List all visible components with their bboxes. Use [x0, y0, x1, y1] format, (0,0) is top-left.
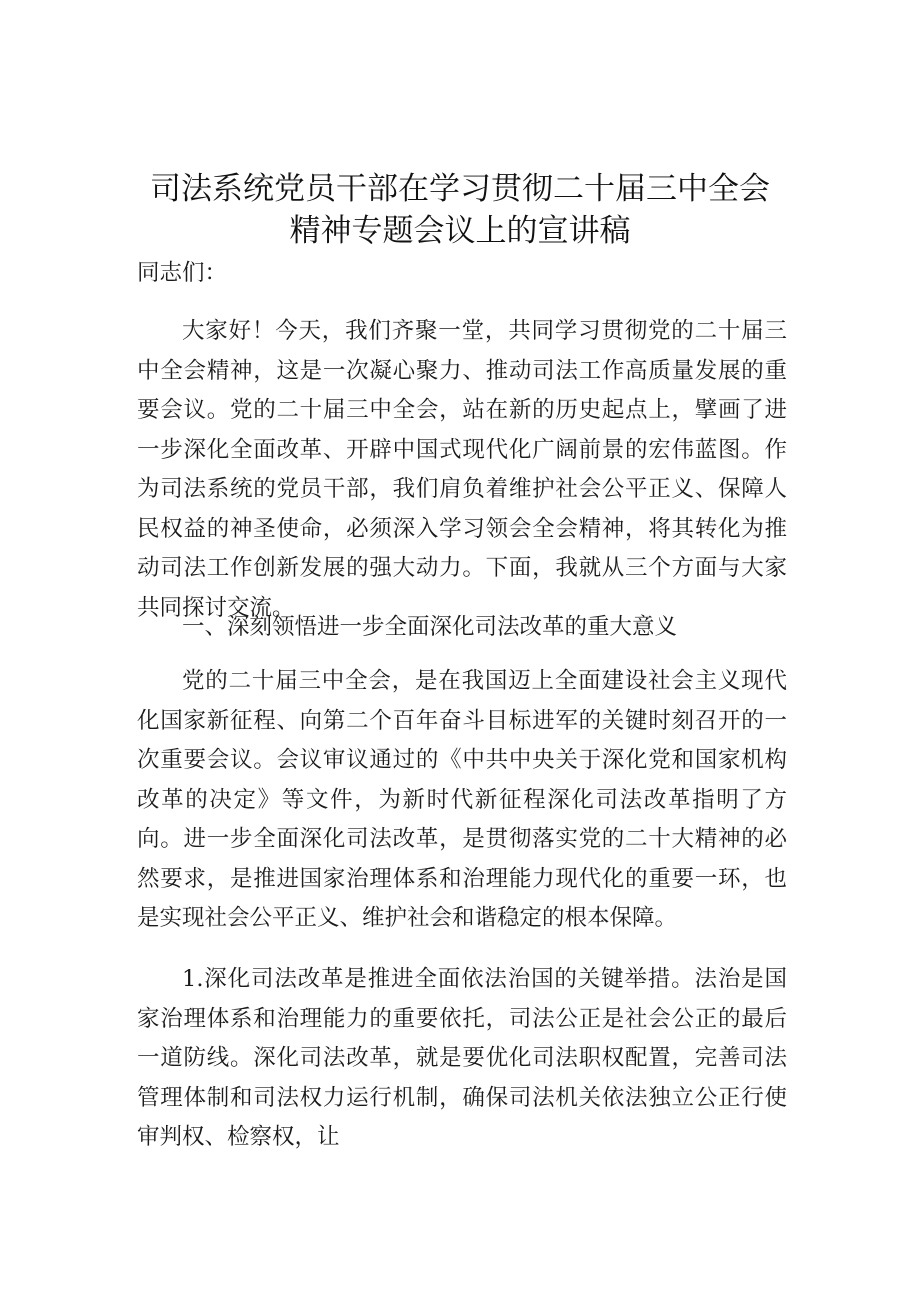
section-heading-1: 一、深刻领悟进一步全面深化司法改革的重大意义 [182, 614, 678, 640]
document-title-line-1: 司法系统党员干部在学习贯彻二十届三中全会 [150, 171, 770, 207]
paragraph-intro: 大家好！今天，我们齐聚一堂，共同学习贯彻党的二十届三中全会精神，这是一次凝心聚力、推动司法工作高质量发展的重要会议。党的二十届三中全会，站在新的历史起点上，擘画了进一步深化全面改革、开辟中国式现代化广阔前景的宏伟蓝图。作为司法系统的党员干部，我们肩负着维护社会公平正义、保障人民权益的神圣使命，必须深入学习领会全会精神，将其转化为推动司法工作创新发展的强大动力。下面，我就从三个方面与大家共同探讨交流。 [137, 318, 787, 621]
paragraph-section-1: 党的二十届三中全会，是在我国迈上全面建设社会主义现代化国家新征程、向第二个百年奋斗目标进军的关键时刻召开的一次重要会议。会议审议通过的《中共中央关于深化党和国家机构改革的决定》等文件，为新时代新征程深化司法改革指明了方向。进一步全面深化司法改革，是贯彻落实党的二十大精神的必然要求，是推进国家治理体系和治理能力现代化的重要一环，也是实现社会公平正义、维护社会和谐稳定的根本保障。 [137, 668, 787, 931]
document-title-line-2: 精神专题会议上的宣讲稿 [289, 213, 631, 249]
paragraph-point-1: 1.深化司法改革是推进全面依法治国的关键举措。法治是国家治理体系和治理能力的重要依托，司法公正是社会公正的最后一道防线。深化司法改革，就是要优化司法职权配置，完善司法管理体制和司法权力运行机制，确保司法机关依法独立公正行使审判权、检察权，让 [137, 966, 787, 1150]
salutation: 同志们： [137, 260, 228, 286]
